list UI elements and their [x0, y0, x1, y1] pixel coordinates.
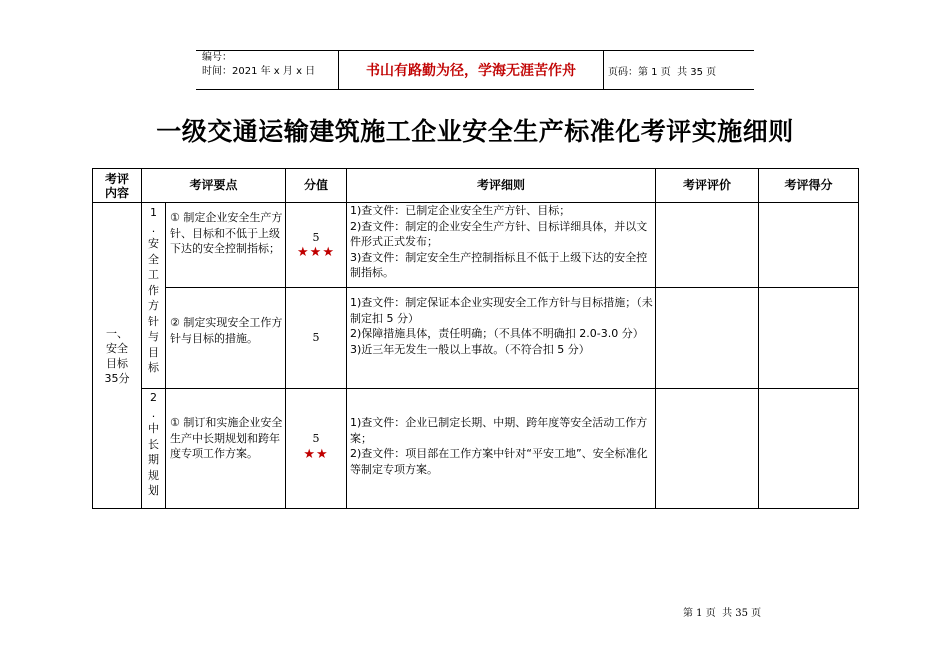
- row3-score: 5: [312, 432, 320, 445]
- row3-details: [350, 415, 653, 477]
- row1-point: ① 制定企业安全生产方针、目标和不低于上级下达的安全控制指标；: [170, 211, 283, 255]
- evaluation-table: [92, 168, 859, 509]
- table-col-rule-5: [655, 168, 656, 509]
- header-info: [202, 51, 315, 79]
- document-number-label: 编号：: [202, 52, 232, 63]
- table-border-right: [858, 168, 859, 509]
- page-header: [196, 50, 754, 90]
- header-result: 考评得分: [784, 177, 833, 192]
- table-row-rule-1: [165, 287, 859, 288]
- table-col-rule-2: [165, 202, 166, 509]
- document-time-label: 时间：2021 年 x 月 x 日: [202, 66, 316, 77]
- page-footer: 第 1 页 共 35 页: [683, 608, 762, 619]
- row2-score-cell: [286, 288, 346, 388]
- row2-detail-2: 2)保障措施具体，责任明确；（不具体不明确扣 2.0-3.0 分）: [350, 327, 644, 340]
- table-col-rule-6: [758, 168, 759, 509]
- header-evaluation: 考评评价: [682, 177, 731, 192]
- document-title: 一级交通运输建筑施工企业安全生产标准化考评实施细则: [156, 117, 794, 146]
- table-col-rule-4: [346, 168, 347, 509]
- header-score: 分值: [303, 177, 328, 192]
- row2-detail-3: 3)近三年无发生一般以上事故。（不符合扣 5 分）: [350, 342, 590, 356]
- row3-detail-2: 2)查文件：项目部在工作方案中针对“平安工地”、安全标准化等制定专项方案。: [350, 447, 648, 476]
- row2-score: 5: [312, 331, 320, 345]
- header-divider-left: [338, 50, 339, 90]
- row1-detail-1: 1)查文件：已制定企业安全生产方针、目标；: [350, 204, 571, 217]
- subcategory-policy-target: 1 . 安 全 工 作 方 针 与 目 标: [148, 206, 159, 374]
- row1-stars: ★★★: [297, 245, 335, 261]
- header-detail: 考评细则: [476, 177, 525, 192]
- row2-point: ② 制定实现安全工作方针与目标的措施。: [170, 316, 283, 345]
- header-divider-right: [603, 50, 604, 90]
- row3-point: ① 制订和实施企业安全生产中长期规划和跨年度专项工作方案。: [170, 416, 283, 460]
- header-page-info: [608, 50, 716, 90]
- header-page-label: 页码：第 1 页 共 35 页: [608, 66, 717, 78]
- row1-score-cell: [286, 203, 346, 287]
- header-content: 考评 内容: [104, 171, 129, 200]
- category-safety-target: 一、 安全 目标 35分: [104, 326, 130, 385]
- table-row-rule-2: [141, 388, 859, 389]
- row1-details: [350, 203, 653, 287]
- row1-score: 5: [312, 230, 320, 244]
- row3-stars: ★★: [303, 446, 329, 462]
- row3-detail-1: 1)查文件：企业已制定长期、中期、跨年度等安全活动工作方案；: [350, 416, 648, 445]
- header-points: 考评要点: [189, 177, 238, 192]
- table-border-bottom: [92, 508, 859, 509]
- row1-detail-3: 3)查文件：制定安全生产控制指标且不低于上级下达的安全控制指标。: [350, 250, 648, 279]
- row3-score-cell: [286, 389, 346, 508]
- row2-details: [350, 295, 653, 357]
- header-motto: 书山有路勤为径，学海无涯苦作舟: [366, 63, 576, 79]
- row1-detail-2: 2)查文件：制定的企业安全生产方针、目标详细具体，并以文件形式正式发布；: [350, 219, 648, 248]
- subcategory-long-term-plan: 2 . 中 长 期 规 划: [148, 391, 159, 497]
- row2-detail-1: 1)查文件：制定保证本企业实现安全工作方针与目标措施；（未制定扣 5 分）: [350, 296, 653, 325]
